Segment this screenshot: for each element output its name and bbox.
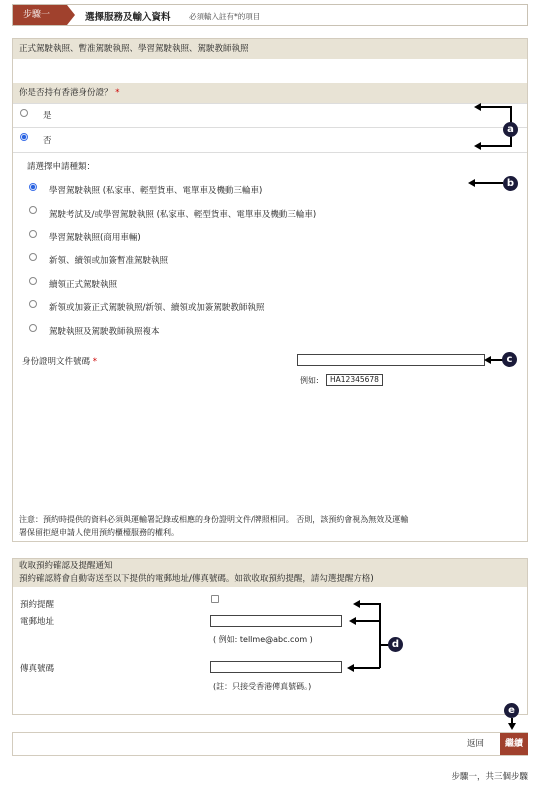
id-document-label: 身份證明文件號碼 * — [22, 357, 97, 367]
application-type-option: 續領正式駕駛執照 — [49, 280, 118, 290]
required-mark: * — [92, 357, 97, 367]
annotation-line — [481, 106, 511, 108]
application-type-radio[interactable] — [29, 206, 37, 214]
arrow-left-icon — [353, 600, 360, 608]
id-example-prefix: 例如: — [300, 376, 319, 385]
reminder-band — [13, 559, 527, 587]
hkid-question — [13, 83, 527, 103]
application-type-radio[interactable] — [29, 253, 37, 261]
application-type-option: 學習駕駛執照 (私家車、輕型貨車、電單車及機動三輪車) — [49, 186, 263, 196]
hkid-no-label: 否 — [43, 136, 52, 146]
id-document-input[interactable] — [297, 354, 485, 366]
step-tab-arrow-icon — [67, 5, 75, 25]
required-note: 必須輸入註有*的項目 — [189, 12, 261, 21]
arrow-left-icon — [474, 103, 481, 111]
hkid-yes-label: 是 — [43, 111, 52, 121]
application-type-option: 駕駛考試及/或學習駕駛執照 (私家車、輕型貨車、電單車及機動三輪車) — [49, 210, 317, 220]
application-type-label: 請選擇申請種類： — [27, 162, 96, 172]
reminder-panel — [12, 558, 528, 715]
arrow-down-icon — [508, 723, 516, 730]
divider — [13, 127, 527, 128]
licence-types-band: 正式駕駛執照、暫准駕駛執照、學習駕駛執照、駕駛教師執照 — [13, 39, 527, 59]
arrow-left-icon — [484, 356, 491, 364]
application-type-option: 駕駛執照及駕駛教師執照複本 — [49, 327, 160, 337]
annotation-line — [356, 620, 380, 622]
id-example-value: HA12345678 — [326, 374, 383, 386]
annotation-marker-e: e — [504, 703, 519, 718]
arrow-left-icon — [468, 179, 475, 187]
application-type-radio[interactable] — [29, 183, 37, 191]
annotation-line — [354, 667, 380, 669]
step-header — [12, 4, 528, 26]
application-type-option: 學習駕駛執照(商用車輛) — [49, 233, 141, 243]
annotation-marker-c: c — [502, 352, 517, 367]
arrow-left-icon — [347, 664, 354, 672]
hkid-no-radio[interactable] — [20, 133, 28, 141]
annotation-marker-b: b — [503, 176, 518, 191]
required-mark: * — [115, 88, 120, 98]
hkid-yes-radio[interactable] — [20, 109, 28, 117]
email-label: 電郵地址 — [20, 617, 55, 627]
annotation-line — [379, 603, 381, 668]
application-type-radio[interactable] — [29, 324, 37, 332]
application-type-option: 新領或加簽正式駕駛執照/新領、續領或加簽駕駛教師執照 — [49, 303, 265, 313]
notice-text: 注意：預約時提供的資料必須與運輸署記錄或相應的身份證明文件/牌照相同。 否則，該預約會視為無效及運輸 署保留拒絕申請人使用預約櫃檯服務的權利。 — [19, 515, 409, 537]
application-type-radio[interactable] — [29, 230, 37, 238]
application-type-radio[interactable] — [29, 277, 37, 285]
step-progress: 步驟一，共三個步驟 — [451, 772, 528, 782]
service-form-panel — [12, 38, 528, 542]
divider — [13, 152, 527, 153]
step-tab: 步驟一 — [13, 5, 67, 25]
annotation-marker-a: a — [503, 122, 518, 137]
fax-label: 傳真號碼 — [20, 664, 55, 674]
reminder-label: 預約提醒 — [20, 600, 55, 610]
arrow-left-icon — [349, 617, 356, 625]
annotation-marker-d: d — [388, 637, 403, 652]
page-title: 選擇服務及輸入資料 — [85, 12, 171, 23]
annotation-line — [481, 145, 512, 147]
reminder-checkbox[interactable] — [211, 595, 219, 603]
reminder-title: 收取預約確認及提醒通知 — [19, 561, 113, 571]
fax-input[interactable] — [210, 661, 342, 673]
action-bar — [12, 732, 528, 756]
email-hint: ( 例如: tellme@abc.com ) — [213, 635, 313, 644]
application-type-radio[interactable] — [29, 300, 37, 308]
back-button[interactable]: 返回 — [467, 739, 485, 749]
hkid-question-label: 你是否持有香港身份證？ — [19, 88, 113, 98]
annotation-line — [360, 603, 380, 605]
arrow-left-icon — [474, 142, 481, 150]
annotation-line — [475, 182, 503, 184]
reminder-subtitle: 預約確認將會自動寄送至以下提供的電郵地址/傳真號碼。如欲收取預約提醒，請勾選提醒方格) — [19, 574, 374, 584]
fax-hint: (註：只接受香港傳真號碼。) — [213, 682, 312, 691]
divider — [13, 103, 527, 104]
application-type-option: 新領、續領或加簽暫准駕駛執照 — [49, 256, 169, 266]
continue-button[interactable]: 繼續 — [500, 733, 528, 755]
email-input[interactable] — [210, 615, 342, 627]
